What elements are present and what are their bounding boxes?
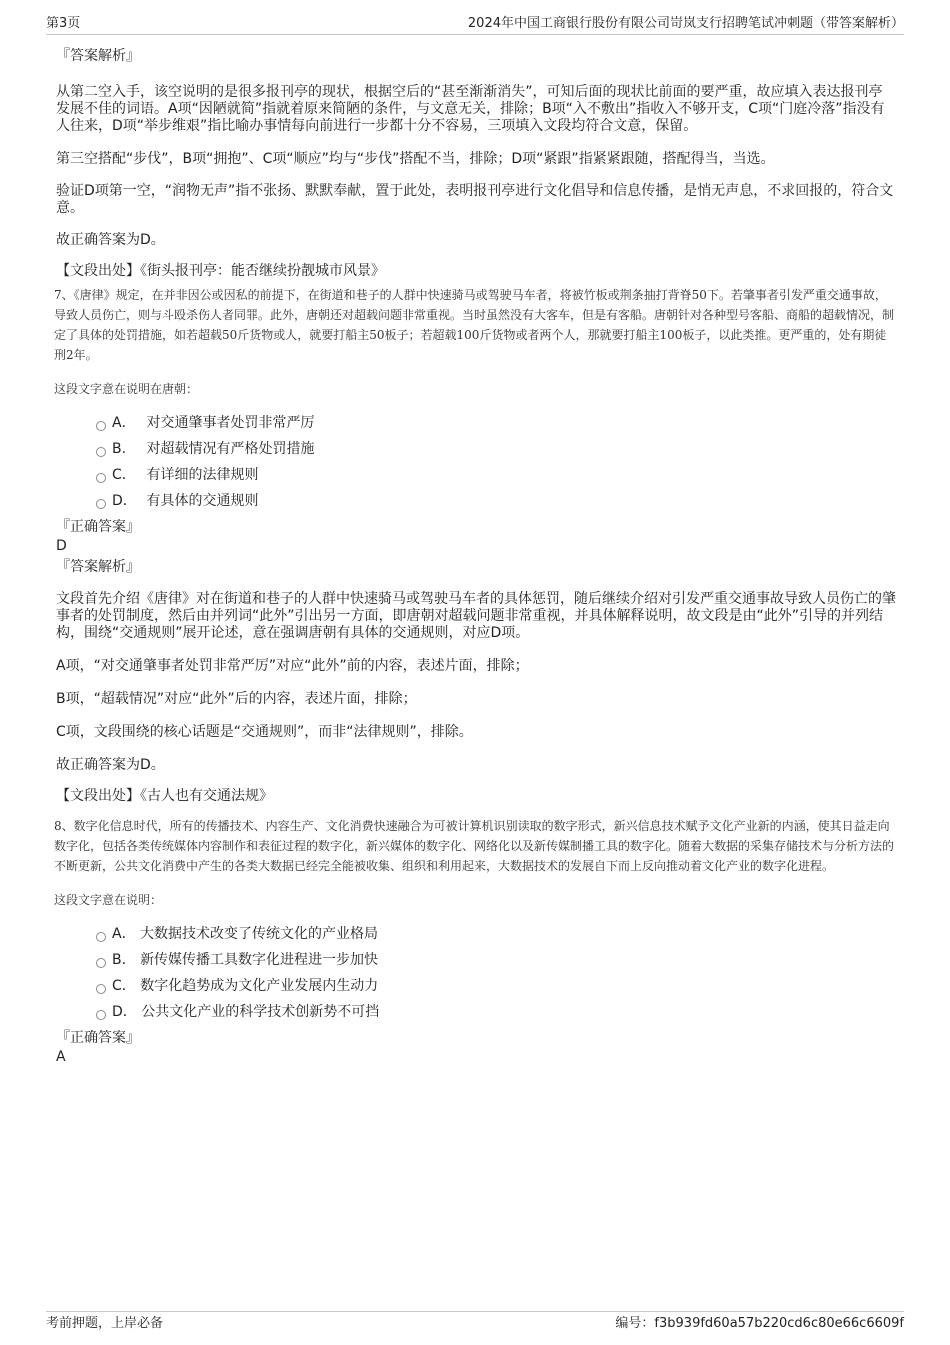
option-letter: A．	[112, 415, 136, 431]
radio-icon[interactable]	[96, 421, 106, 431]
q7-analysis-label: 『答案解析』	[56, 559, 140, 575]
q7-answer: D	[56, 538, 67, 554]
option-text: 新传媒传播工具数字化进程进一步加快	[140, 952, 379, 968]
document-title: 2024年中国工商银行股份有限公司岢岚支行招聘笔试冲刺题（带答案解析）	[467, 16, 904, 31]
q7-options	[56, 413, 896, 517]
option-letter: D．	[112, 493, 137, 509]
radio-icon[interactable]	[96, 473, 106, 483]
footer-slogan: 考前押题，上岸必备	[46, 1316, 164, 1331]
radio-icon[interactable]	[96, 499, 106, 509]
option-letter: C．	[112, 978, 136, 994]
q8-option-a[interactable]	[56, 924, 896, 950]
q6-analysis-paragraph: 从第二空入手，该空说明的是很多报刊亭的现状，根据空后的“甚至渐渐消失”，可知后面的现状比前面的要严重，故应填入表达报刊亭发展不佳的词语。A项“因陋就简”指就着原来简陋的条件，与文意无关，排除；B项“入不敷出”指收入不够开支，C项“门庭冷落”指没有人往来，D项“举步维艰”指比喻办事情每向前进行一步都十分不容易，三项填入文段均符合文意，保留。	[56, 84, 885, 134]
q7-analysis-paragraph: B项，“超载情况”对应“此外”后的内容，表述片面，排除；	[56, 691, 417, 707]
q8-option-b[interactable]	[56, 950, 896, 976]
q7-prompt: 这段文字意在说明在唐朝：	[54, 382, 199, 396]
radio-icon[interactable]	[96, 958, 106, 968]
page-header	[46, 15, 904, 35]
radio-icon[interactable]	[96, 984, 106, 994]
option-text: 对交通肇事者处罚非常严厉	[146, 415, 315, 431]
q7-stem: 7、《唐律》规定，在并非因公或因私的前提下，在街道和巷子的人群中快速骑马或驾驶马车者，将被竹板或荆条抽打背脊50下。若肇事者引发严重交通事故，导致人员伤亡，则与斗殴杀伤人者同罪。此外，唐朝还对超载问题非常重视。当时虽然没有大客车，但是有客船。唐朝针对各种型号客船、商船的超载情况，制定了具体的处罚措施，如若超载50斤货物或人，就要打船主50板子；若超载100斤货物或者两个人，那就要打船主100板子，以此类推。更严重的，处有期徒刑2年。	[54, 288, 895, 362]
q8-answer: A	[56, 1049, 66, 1065]
option-letter: C．	[112, 467, 136, 483]
document-serial: 编号：f3b939fd60a57b220cd6c80e66c6609f	[615, 1316, 904, 1331]
q6-analysis-label: 『答案解析』	[56, 48, 140, 64]
q7-option-a[interactable]	[56, 413, 896, 439]
option-text: 有详细的法律规则	[146, 467, 259, 483]
q8-option-d[interactable]	[56, 1002, 896, 1028]
option-letter: B.	[112, 441, 127, 457]
q7-conclusion: 故正确答案为D。	[56, 757, 165, 773]
q6-source: 【文段出处】《街头报刊亭：能否继续扮靓城市风景》	[56, 263, 385, 279]
option-text: 大数据技术改变了传统文化的产业格局	[140, 926, 379, 942]
page-content	[56, 44, 896, 1066]
radio-icon[interactable]	[96, 447, 106, 457]
option-text: 数字化趋势成为文化产业发展内生动力	[140, 978, 379, 994]
q7-analysis-paragraph: A项，“对交通肇事者处罚非常严厉”对应“此外”前的内容，表述片面，排除；	[56, 658, 529, 674]
radio-icon[interactable]	[96, 932, 106, 942]
q7-analysis-paragraph: C项，文段围绕的核心话题是“交通规则”，而非“法律规则”，排除。	[56, 724, 473, 740]
q6-analysis-paragraph: 第三空搭配“步伐”，B项“拥抱”、C项“顺应”均与“步伐”搭配不当，排除；D项“紧跟”指紧紧跟随，搭配得当，当选。	[56, 151, 775, 167]
q8-option-c[interactable]	[56, 976, 896, 1002]
q7-analysis-paragraph: 文段首先介绍《唐律》对在街道和巷子的人群中快速骑马或驾驶马车者的具体惩罚，随后继续介绍对引发严重交通事故导致人员伤亡的肇事者的处罚制度，然后由并列词“此外”引出另一方面，即唐朝对超载问题非常重视，并具体解释说明，故文段是由“此外”引导的并列结构，围绕“交通规则”展开论述，意在强调唐朝有具体的交通规则，对应D项。	[56, 591, 896, 641]
q7-option-d[interactable]	[56, 491, 896, 517]
q7-source: 【文段出处】《古人也有交通法规》	[56, 788, 273, 804]
page-number: 第3页	[46, 16, 81, 31]
radio-icon[interactable]	[96, 1010, 106, 1020]
q8-answer-label: 『正确答案』	[56, 1030, 140, 1046]
option-text: 有具体的交通规则	[146, 493, 259, 509]
option-letter: D．	[112, 1004, 137, 1020]
q7-answer-label: 『正确答案』	[56, 519, 140, 535]
option-text: 对超载情况有严格处罚措施	[146, 441, 315, 457]
q8-stem: 8、数字化信息时代，所有的传播技术、内容生产、文化消费快速融合为可被计算机识别读取的数字形式，新兴信息技术赋予文化产业新的内涵，使其日益走向数字化，包括各类传统媒体内容制作和表征过程的数字化，新兴媒体的数字化、网络化以及新传媒制播工具的数字化。随着大数据的采集存储技术与分析方法的不断更新，公共文化消费中产生的各类大数据已经完全能被收集、组织和利用起来，大数据技术的发展自下而上反向推动着文化产业的数字化进程。	[54, 819, 895, 873]
q6-analysis-paragraph: 验证D项第一空，“润物无声”指不张扬、默默奉献，置于此处，表明报刊亭进行文化倡导和信息传播，是悄无声息，不求回报的，符合文意。	[56, 183, 894, 216]
q6-conclusion: 故正确答案为D。	[56, 232, 165, 248]
q7-option-c[interactable]	[56, 465, 896, 491]
option-letter: A．	[112, 926, 136, 942]
page-footer	[46, 1311, 904, 1334]
q8-options	[56, 924, 896, 1028]
q8-prompt: 这段文字意在说明：	[54, 893, 163, 907]
option-text: 公共文化产业的科学技术创新势不可挡	[141, 1004, 380, 1020]
option-letter: B．	[112, 952, 136, 968]
q7-option-b[interactable]	[56, 439, 896, 465]
